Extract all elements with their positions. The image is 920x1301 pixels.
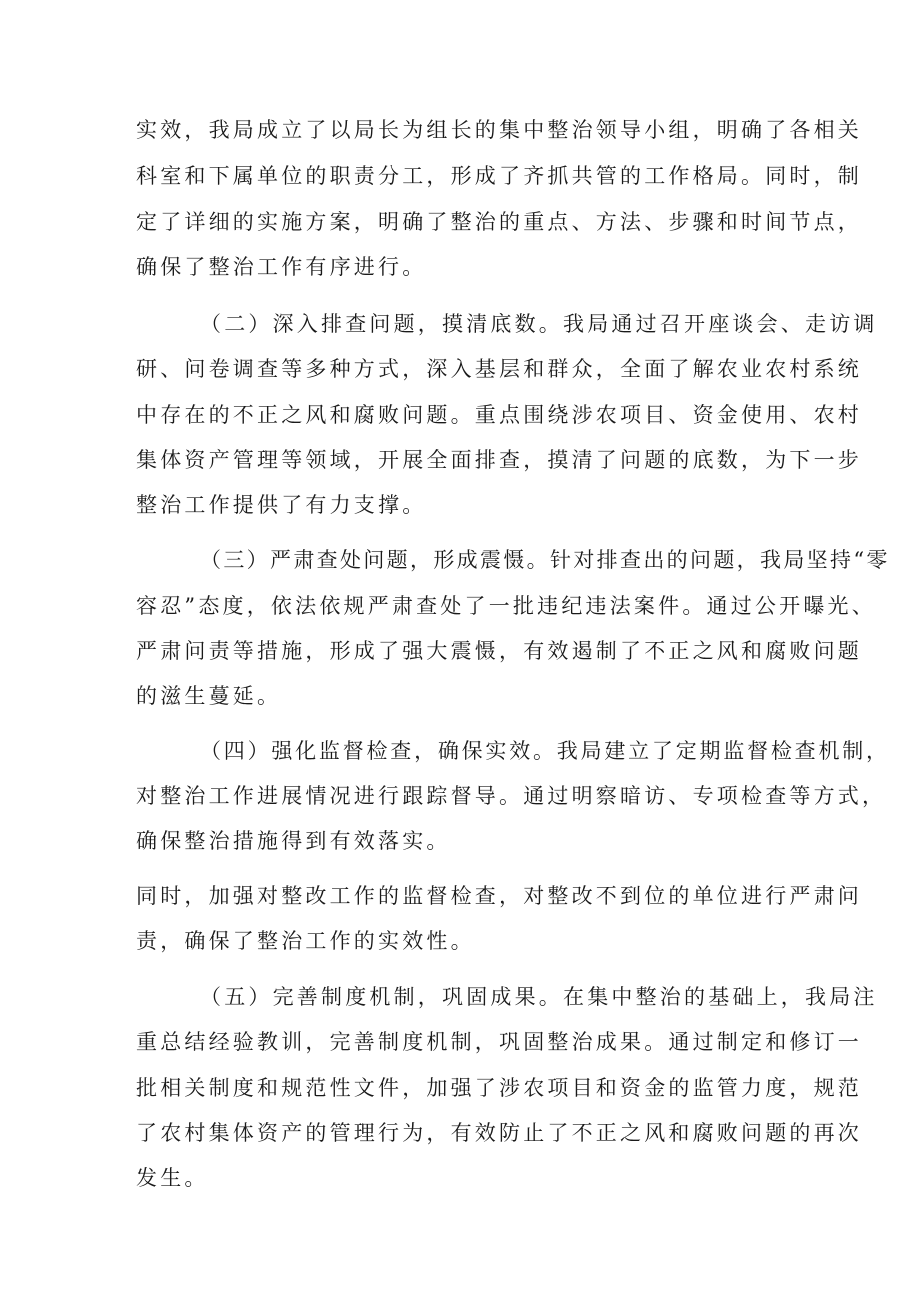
text-line: 研、问卷调查等多种方式，深入基层和群众，全面了解农业农村系统 (136, 357, 862, 381)
text-line: 整治工作提供了有力支撑。 (136, 493, 427, 517)
text-line: 的滋生蔓延。 (136, 684, 282, 708)
text-line: 确保了整治工作有序进行。 (136, 255, 427, 279)
text-line: 中存在的不正之风和腐败问题。重点围绕涉农项目、资金使用、农村 (136, 403, 862, 427)
text-line: 重总结经验教训，完善制度机制，巩固整治成果。通过制定和修订一 (136, 1030, 862, 1054)
paragraph-heading-line: （二）深入排查问题，摸清底数。我局通过召开座谈会、走访调 (200, 312, 878, 336)
text-line: 对整治工作进展情况进行跟踪督导。通过明察暗访、专项检查等方式， (136, 784, 887, 808)
text-line: 批相关制度和规范性文件，加强了涉农项目和资金的监管力度，规范 (136, 1076, 862, 1100)
paragraph-heading-line: （四）强化监督检查，确保实效。我局建立了定期监督检查机制， (200, 739, 890, 763)
text-line: 实效，我局成立了以局长为组长的集中整治领导小组，明确了各相关 (136, 118, 862, 142)
text-line: 同时，加强对整改工作的监督检查，对整改不到位的单位进行严肃问 (136, 884, 862, 908)
text-line: 容忍”态度，依法依规严肃查处了一批违纪违法案件。通过公开曝光、 (136, 594, 876, 618)
text-line: 科室和下属单位的职责分工，形成了齐抓共管的工作格局。同时，制 (136, 164, 862, 188)
paragraph-heading-line: （三）严肃查处问题，形成震慑。针对排查出的问题，我局坚持“零 (200, 548, 890, 572)
text-line: 了农村集体资产的管理行为，有效防止了不正之风和腐败问题的再次 (136, 1121, 862, 1145)
text-line: 定了详细的实施方案，明确了整治的重点、方法、步骤和时间节点， (136, 210, 862, 234)
paragraph-heading-line: （五）完善制度机制，巩固成果。在集中整治的基础上，我局注 (200, 985, 878, 1009)
text-line: 严肃问责等措施，形成了强大震慑，有效遏制了不正之风和腐败问题 (136, 639, 862, 663)
text-line: 发生。 (136, 1166, 209, 1190)
text-line: 集体资产管理等领域，开展全面排查，摸清了问题的底数，为下一步 (136, 448, 862, 472)
text-line: 责，确保了整治工作的实效性。 (136, 929, 475, 953)
text-line: 确保整治措施得到有效落实。 (136, 829, 451, 853)
